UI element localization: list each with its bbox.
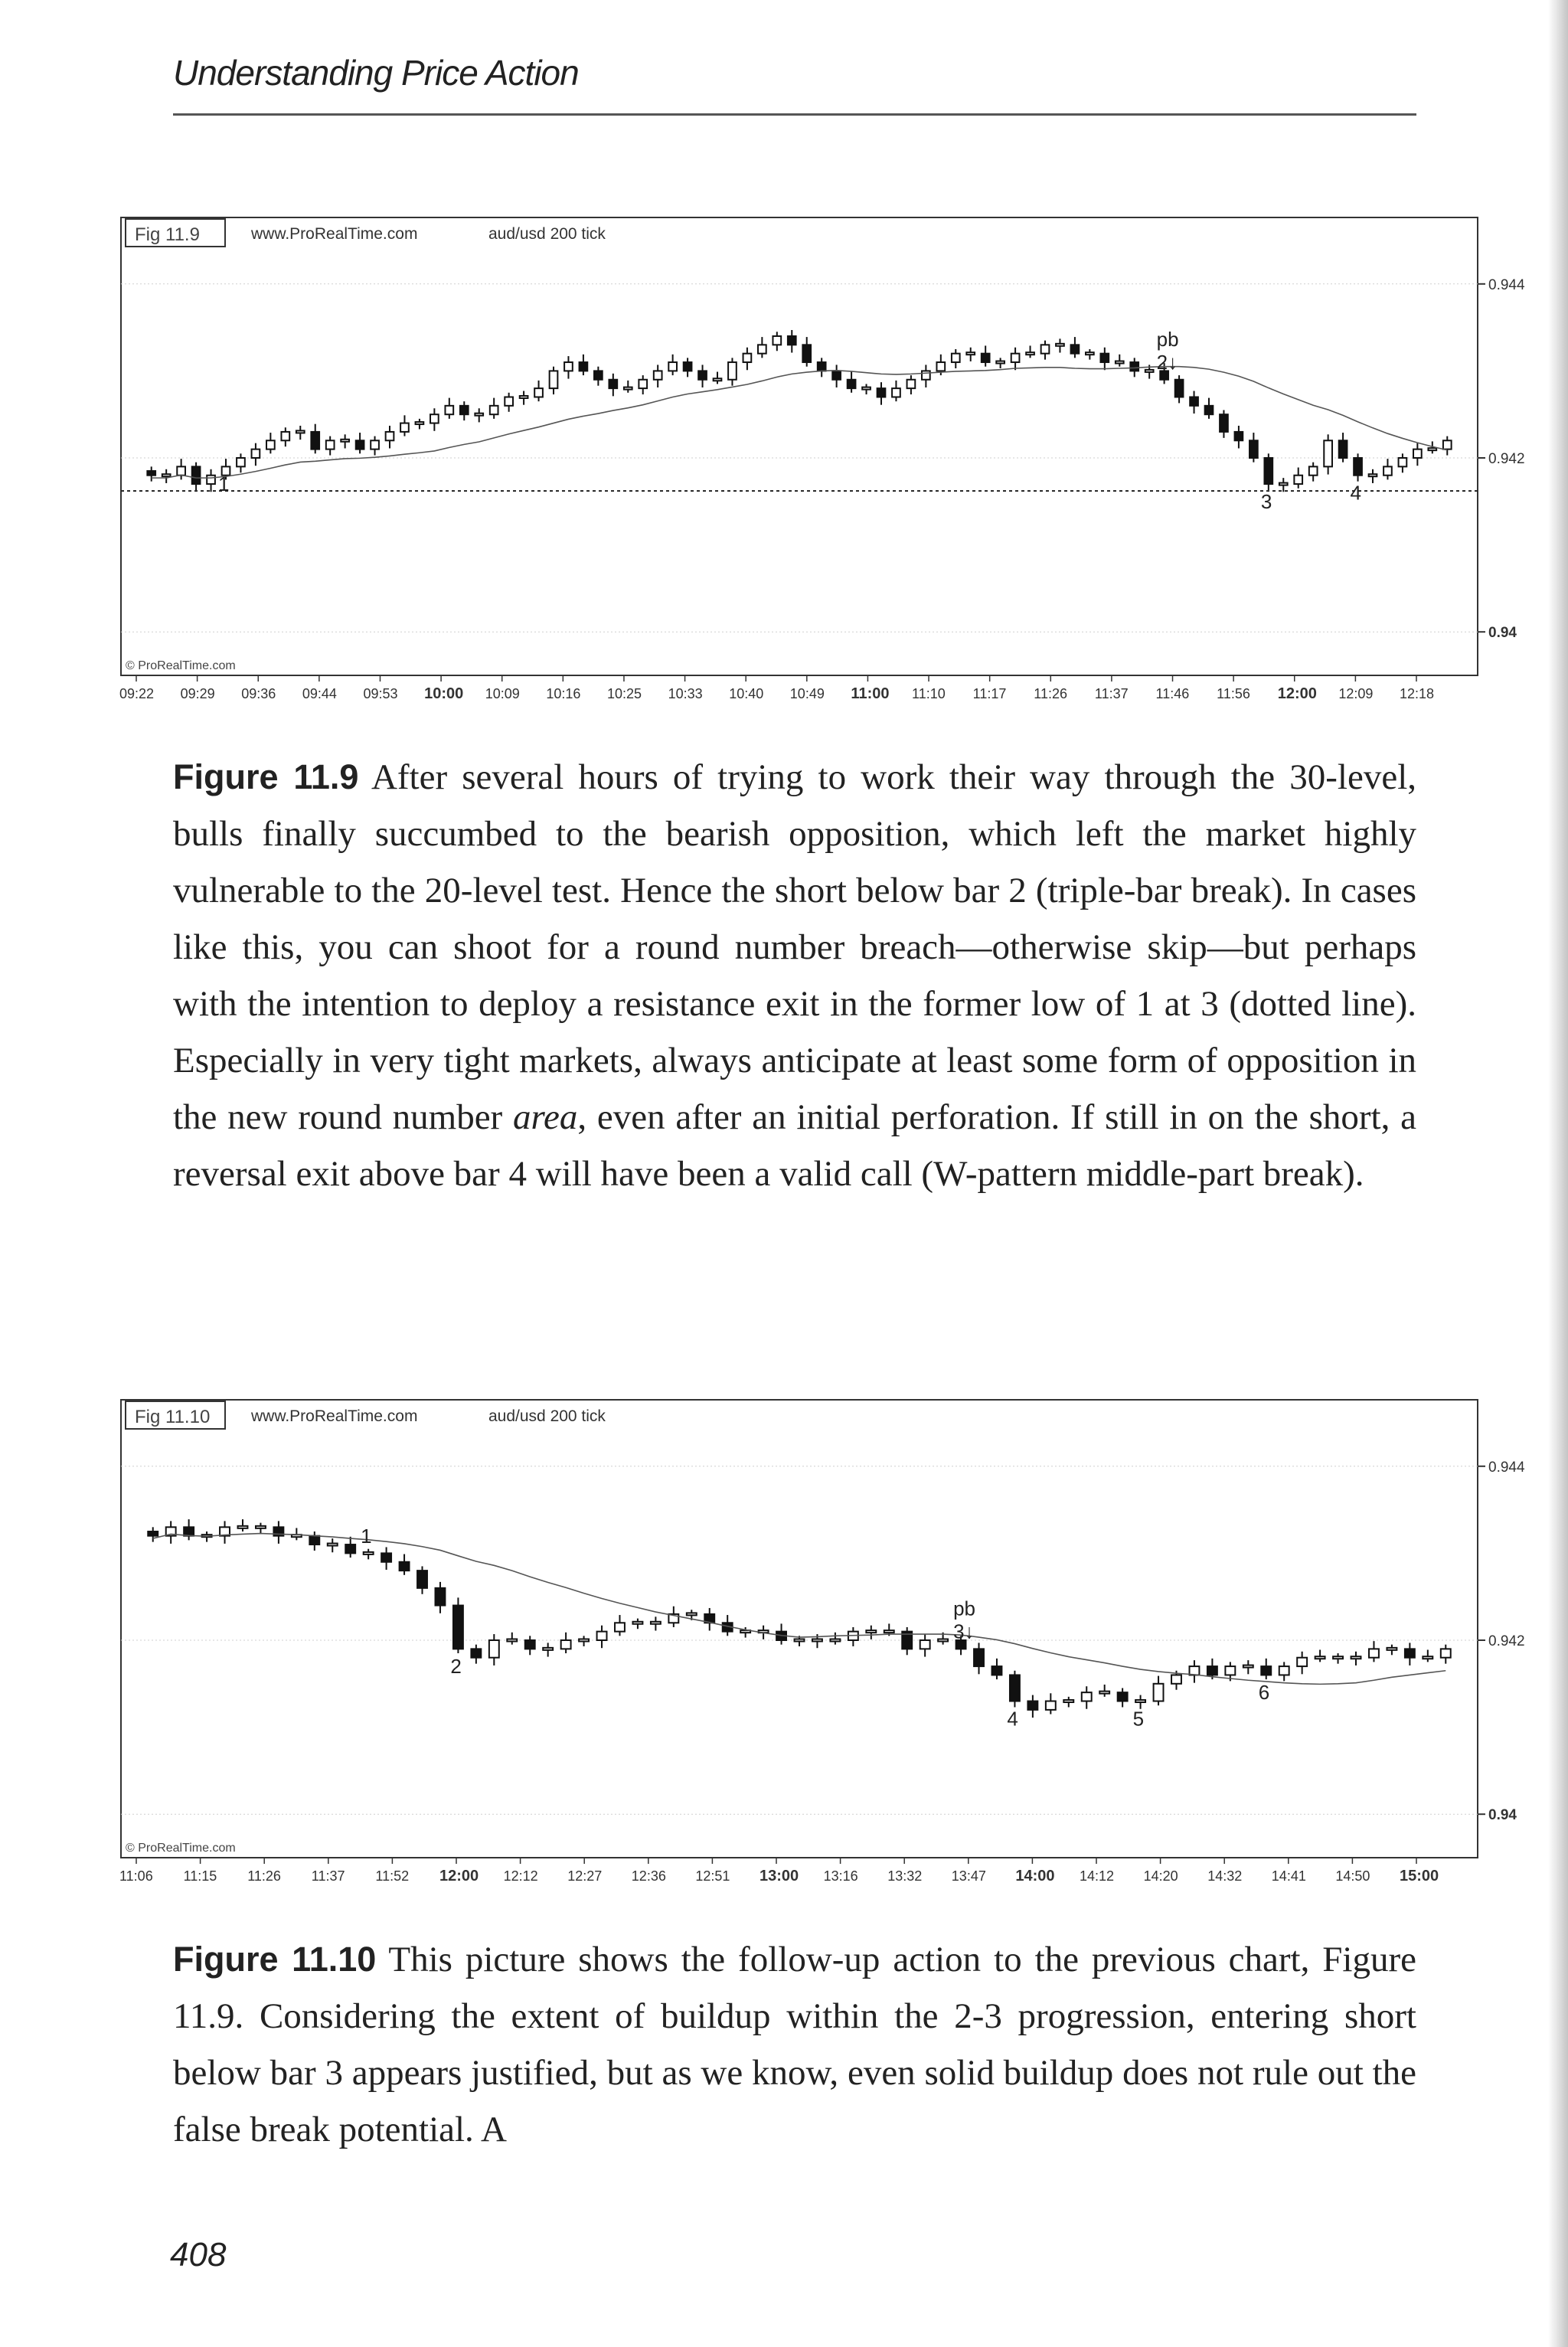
time-label: 09:44 xyxy=(302,686,337,701)
time-label: 09:53 xyxy=(363,686,398,701)
time-label: 10:25 xyxy=(606,686,642,701)
candle-body xyxy=(489,1640,499,1658)
caption-label: Figure 11.10 xyxy=(173,1940,377,1979)
candle-body xyxy=(1264,458,1272,484)
time-label: 15:00 xyxy=(1400,1868,1439,1884)
time-label: 11:46 xyxy=(1155,686,1190,701)
candle-body xyxy=(1294,476,1302,484)
candle-body xyxy=(475,414,483,416)
candle-body xyxy=(1225,1666,1235,1675)
candle-body xyxy=(148,1531,158,1536)
time-label: 12:12 xyxy=(503,1868,538,1884)
candle-body xyxy=(1207,1666,1217,1675)
candle-body xyxy=(728,362,737,380)
candle-body xyxy=(1351,1656,1361,1659)
bar-annotation: 1 xyxy=(361,1524,372,1548)
time-label: 14:50 xyxy=(1335,1868,1370,1884)
candles xyxy=(148,1519,1450,1718)
candle-body xyxy=(1100,354,1109,362)
time-label: 11:26 xyxy=(247,1868,281,1884)
candle-body xyxy=(639,380,647,388)
time-label: 13:16 xyxy=(823,1868,858,1884)
bar-annotation: 3 xyxy=(1260,489,1272,513)
candle-body xyxy=(597,1632,607,1640)
candle-body xyxy=(237,458,245,466)
candle-body xyxy=(1315,1656,1325,1659)
candle-body xyxy=(147,471,155,476)
candle-body xyxy=(624,387,632,390)
candle-body xyxy=(1441,1649,1451,1657)
price-label: 0.942 xyxy=(1488,451,1525,467)
candle-body xyxy=(1279,1666,1289,1675)
time-label: 11:17 xyxy=(972,686,1007,701)
candle-body xyxy=(1387,1648,1396,1650)
candle-body xyxy=(326,440,335,449)
time-label: 11:56 xyxy=(1217,686,1250,701)
candle-body xyxy=(1261,1666,1271,1675)
figure-11-10-caption xyxy=(173,1931,1416,2158)
figure-11-9-chart xyxy=(115,196,1539,717)
figure-id: Fig 11.10 xyxy=(135,1407,211,1427)
chart-instrument: aud/usd 200 tick xyxy=(488,1407,606,1425)
time-label: 09:22 xyxy=(119,686,155,701)
candle-body xyxy=(453,1606,463,1649)
candle-body xyxy=(1118,1692,1128,1701)
plot-frame xyxy=(121,217,1478,675)
time-label: 12:18 xyxy=(1400,686,1435,701)
candle-body xyxy=(520,396,528,398)
candle-body xyxy=(938,1639,948,1642)
candle-body xyxy=(922,371,930,379)
candle-body xyxy=(256,1526,266,1528)
candle-body xyxy=(884,1630,894,1633)
candle-body xyxy=(1011,354,1020,362)
candle-body xyxy=(471,1649,481,1657)
candle-body xyxy=(830,1639,840,1642)
candle-body xyxy=(788,336,796,345)
candle-body xyxy=(668,362,677,371)
candle-body xyxy=(1250,440,1258,458)
chart-watermark: © ProRealTime.com xyxy=(126,659,236,672)
candle-body xyxy=(371,440,379,449)
time-label: 11:52 xyxy=(375,1868,410,1884)
candle-body xyxy=(364,1552,374,1554)
candle-body xyxy=(1279,483,1288,485)
candle-body xyxy=(698,371,707,379)
candle-body xyxy=(1324,440,1332,466)
figure-11-9-caption xyxy=(173,749,1416,1202)
candle-body xyxy=(1369,474,1377,476)
candle-body xyxy=(1443,440,1452,449)
candle-body xyxy=(1145,370,1154,372)
chart-source: www.ProRealTime.com xyxy=(251,1407,418,1425)
candle-body xyxy=(460,406,469,414)
candle-body xyxy=(445,406,453,414)
time-label: 09:36 xyxy=(241,686,276,701)
bar-annotation: 4 xyxy=(1007,1707,1018,1731)
candle-body xyxy=(1428,448,1436,450)
time-label: 12:51 xyxy=(695,1868,730,1884)
bar-annotation: 1 xyxy=(218,472,230,496)
candle-body xyxy=(1309,466,1318,475)
candle-body xyxy=(594,371,603,379)
candle-body xyxy=(848,380,856,388)
time-label: 10:16 xyxy=(546,686,581,701)
time-label: 13:00 xyxy=(760,1868,799,1884)
candle-body xyxy=(1099,1692,1109,1694)
candle-body xyxy=(1399,458,1407,466)
candle-body xyxy=(714,378,722,381)
candle-body xyxy=(1026,352,1034,355)
candle-body xyxy=(1135,1700,1145,1702)
bar-annotation: 5 xyxy=(1132,1707,1145,1731)
candle-body xyxy=(192,466,201,484)
candle-body xyxy=(162,474,171,476)
candle-body xyxy=(309,1536,319,1545)
time-label: 11:26 xyxy=(1034,686,1068,701)
time-label: 13:47 xyxy=(951,1868,986,1884)
candle-body xyxy=(345,1545,355,1553)
candle-body xyxy=(818,362,826,371)
candle-body xyxy=(1333,1656,1343,1659)
header-rule xyxy=(173,113,1416,116)
plot-frame xyxy=(121,1400,1478,1858)
candle-body xyxy=(684,362,692,371)
candle-body xyxy=(615,1623,625,1631)
candle-body xyxy=(952,354,960,362)
candle-body xyxy=(609,380,617,388)
time-label: 13:32 xyxy=(887,1868,923,1884)
candle-body xyxy=(1339,440,1348,458)
candle-body xyxy=(1297,1658,1307,1666)
time-label: 12:36 xyxy=(631,1868,666,1884)
candle-body xyxy=(892,388,900,397)
caption-label: Figure 11.9 xyxy=(173,757,359,796)
candle-body xyxy=(266,440,275,449)
candle-body xyxy=(564,362,573,371)
caption-text: This picture shows the follow-up action to the previous chart, Figure 11.9. Considering the extent of buildup within the 2-3 progression, entering short below bar 3 appears justified, but as we know, even solid buildup does not rule out the false break potential. A xyxy=(173,1940,1416,2149)
candle-body xyxy=(505,397,513,405)
candle-body xyxy=(341,440,349,442)
candle-body xyxy=(758,345,766,353)
candle-body xyxy=(1056,344,1064,346)
candle-body xyxy=(1423,1656,1432,1659)
bar-annotation: 2↓ xyxy=(1156,351,1178,374)
candle-body xyxy=(812,1639,822,1642)
candle-body xyxy=(1205,406,1214,414)
page-edge-shadow xyxy=(1548,0,1568,2347)
candle-body xyxy=(252,449,260,458)
candle-body xyxy=(550,371,558,388)
time-label: 12:27 xyxy=(567,1868,603,1884)
bar-annotation: 3↓ xyxy=(953,1620,975,1643)
candle-body xyxy=(1189,1666,1199,1675)
candle-body xyxy=(907,380,916,388)
candle-body xyxy=(436,1588,446,1606)
candle-body xyxy=(1369,1649,1379,1657)
candle-body xyxy=(311,432,319,449)
candle-body xyxy=(534,388,543,397)
time-label: 11:06 xyxy=(119,1868,153,1884)
candle-body xyxy=(1130,362,1138,371)
chart-watermark: © ProRealTime.com xyxy=(126,1842,236,1855)
candle-body xyxy=(802,345,811,362)
candle-body xyxy=(525,1640,535,1649)
candle-body xyxy=(651,1622,661,1624)
candle-body xyxy=(1190,397,1198,405)
time-label: 14:12 xyxy=(1080,1868,1115,1884)
candle-body xyxy=(832,371,841,379)
candle-body xyxy=(1383,466,1392,475)
candle-body xyxy=(281,432,289,440)
time-label: 10:40 xyxy=(729,686,764,701)
candle-body xyxy=(1354,458,1362,476)
figure-11-10-chart xyxy=(115,1378,1539,1899)
time-label: 14:41 xyxy=(1271,1868,1306,1884)
candle-body xyxy=(1220,414,1228,432)
candle-body xyxy=(992,1666,1002,1675)
bar-annotation: 6 xyxy=(1258,1681,1270,1705)
time-label: 09:29 xyxy=(180,686,215,701)
caption-emphasis: area xyxy=(512,1097,578,1137)
bar-annotation: pb xyxy=(953,1597,975,1620)
candle-body xyxy=(862,387,871,390)
figure-id: Fig 11.9 xyxy=(135,224,200,245)
candle-body xyxy=(356,440,364,449)
candle-body xyxy=(743,354,752,362)
candle-body xyxy=(490,406,498,414)
candle-body xyxy=(795,1639,805,1642)
candle-body xyxy=(1154,1684,1164,1701)
price-label: 0.944 xyxy=(1488,276,1525,293)
candle-body xyxy=(561,1640,571,1649)
candle-body xyxy=(1413,449,1422,458)
time-label: 11:37 xyxy=(1094,686,1129,701)
candle-body xyxy=(966,352,975,355)
candle-body xyxy=(1063,1700,1073,1702)
candle-body xyxy=(1082,1692,1092,1701)
time-label: 11:15 xyxy=(183,1868,217,1884)
time-label: 11:00 xyxy=(851,685,890,702)
candle-body xyxy=(416,422,424,424)
candle-body xyxy=(400,423,409,432)
candle-body xyxy=(580,362,588,371)
candle-body xyxy=(507,1639,517,1642)
candle-body xyxy=(296,430,305,433)
time-label: 11:37 xyxy=(311,1868,345,1884)
candle-body xyxy=(1116,361,1124,364)
candle-body xyxy=(632,1622,642,1624)
candle-body xyxy=(920,1640,930,1649)
bar-annotation: pb xyxy=(1156,328,1179,351)
time-label: 10:09 xyxy=(485,686,520,701)
candle-body xyxy=(1071,345,1080,353)
candle-body xyxy=(177,466,185,475)
candle-body xyxy=(207,476,215,484)
bar-annotation: 4 xyxy=(1350,481,1362,505)
price-label: 0.942 xyxy=(1488,1633,1525,1649)
candle-body xyxy=(184,1527,194,1535)
candle-body xyxy=(1027,1701,1037,1710)
time-label: 14:20 xyxy=(1143,1868,1178,1884)
time-label: 10:00 xyxy=(424,685,464,702)
candle-body xyxy=(996,361,1004,364)
page-number: 408 xyxy=(170,2236,227,2273)
time-label: 14:00 xyxy=(1015,1868,1055,1884)
candle-body xyxy=(1041,345,1050,353)
caption-text: After several hours of trying to work their way through the 30-level, bulls finally succumbed to the bearish opposition, which left the market highly vulnerable to the 20-level test. Hence the short below bar 2 (triple-bar break). In cases like this, you can shoot for a round number breach—otherwise skip—but perhaps with the intention to deploy a resistance exit in the former low of 1 at 3 (dotted line). Especially in very tight markets, always anticipate at least some form of opposition in the new round number xyxy=(173,757,1416,1137)
candle-body xyxy=(417,1571,427,1588)
candle-body xyxy=(1235,432,1243,440)
candles xyxy=(147,330,1451,492)
moving-average-line xyxy=(153,1534,1446,1685)
chart-source: www.ProRealTime.com xyxy=(251,225,418,243)
candle-body xyxy=(400,1562,410,1571)
time-label: 10:49 xyxy=(789,686,825,701)
candle-body xyxy=(579,1639,589,1642)
candle-body xyxy=(1010,1675,1020,1701)
candle-body xyxy=(381,1553,391,1561)
candle-body xyxy=(974,1649,984,1666)
candle-body xyxy=(687,1613,697,1615)
time-label: 10:33 xyxy=(668,686,703,701)
chart-svg-11-9 xyxy=(115,196,1539,717)
candle-body xyxy=(1243,1665,1253,1668)
candle-body xyxy=(1046,1701,1056,1710)
candle-body xyxy=(328,1544,338,1546)
candle-body xyxy=(386,432,394,440)
candle-body xyxy=(866,1630,876,1633)
candle-body xyxy=(1175,380,1184,397)
candle-body xyxy=(543,1648,553,1650)
candle-body xyxy=(238,1526,248,1528)
bar-annotation: 2 xyxy=(450,1655,462,1679)
chart-svg-11-10 xyxy=(115,1378,1539,1899)
time-label: 11:10 xyxy=(912,686,946,701)
time-label: 12:09 xyxy=(1338,686,1374,701)
chart-instrument: aud/usd 200 tick xyxy=(488,225,606,243)
candle-body xyxy=(877,388,886,397)
candle-body xyxy=(982,354,990,362)
candle-body xyxy=(430,414,439,423)
candle-body xyxy=(654,371,662,379)
candle-body xyxy=(1086,352,1094,355)
time-label: 12:00 xyxy=(1277,685,1317,702)
candle-body xyxy=(1171,1675,1181,1683)
running-head: Understanding Price Action xyxy=(173,53,579,93)
price-label: 0.94 xyxy=(1488,1807,1517,1824)
time-label: 14:32 xyxy=(1207,1868,1243,1884)
caption-tail: , even after an initial perforation. If still in on the short, a reversal exit above bar 4 will have been a valid call (W-pattern middle-part break). xyxy=(173,1097,1416,1194)
candle-body xyxy=(773,336,781,345)
price-label: 0.944 xyxy=(1488,1459,1525,1476)
candle-body xyxy=(1405,1649,1415,1657)
price-label: 0.94 xyxy=(1488,625,1517,642)
candle-body xyxy=(936,362,945,371)
time-label: 12:00 xyxy=(439,1868,479,1884)
